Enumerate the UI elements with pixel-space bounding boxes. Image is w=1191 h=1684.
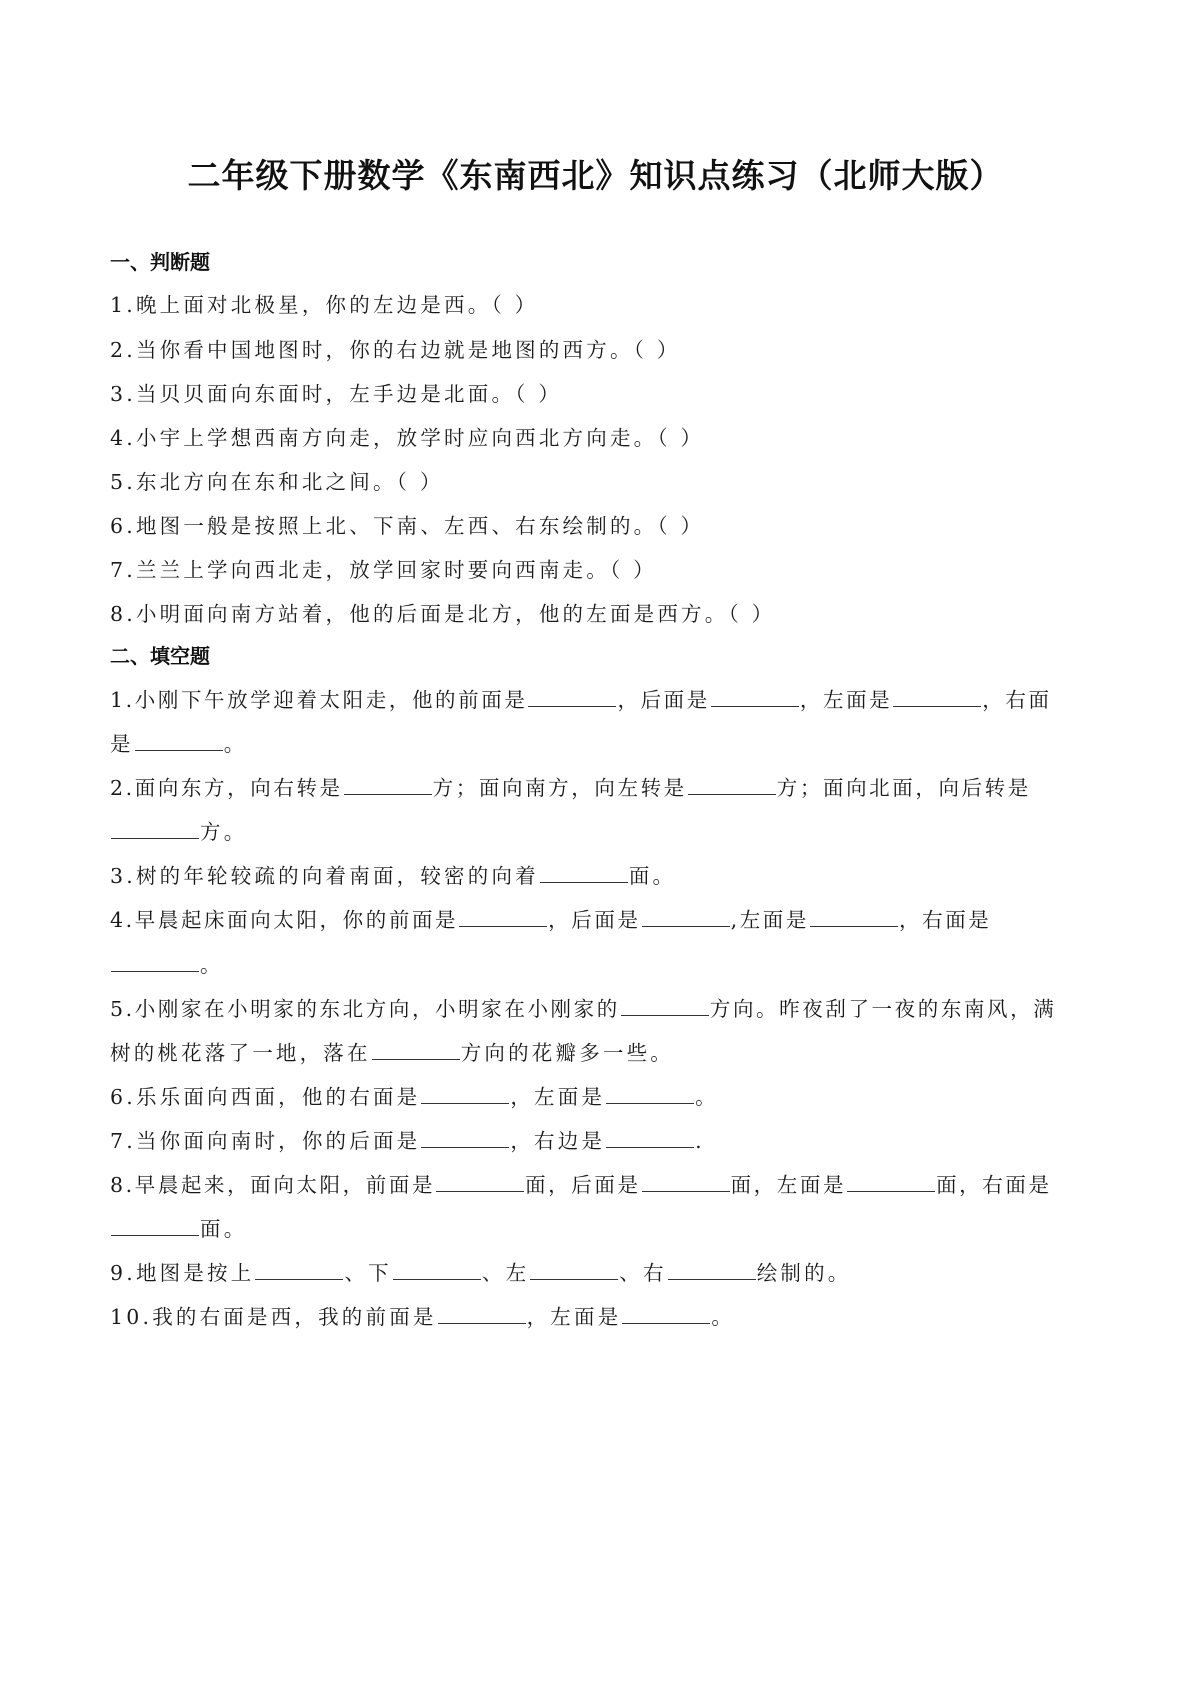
question-text: 7.当你面向南时，你的后面是 <box>110 1129 421 1153</box>
answer-blank[interactable] <box>421 1146 509 1148</box>
answer-blank[interactable] <box>135 749 223 751</box>
fill-question-8-line-1 <box>110 1168 1052 1198</box>
answer-blank[interactable] <box>421 1102 509 1104</box>
question-text: 面。 <box>200 1217 248 1241</box>
question-text: 10.我的右面是西，我的前面是 <box>110 1305 437 1329</box>
question-text: 面。 <box>628 864 677 888</box>
tf-question-7: 7.兰兰上学向西北走，放学回家时要向西南走。（ ） <box>110 558 657 582</box>
fill-question-6-line-1 <box>110 1080 719 1110</box>
question-text: 、右 <box>619 1261 667 1285</box>
fill-question-10-line-1 <box>110 1300 735 1330</box>
answer-blank[interactable] <box>622 1322 710 1324</box>
answer-blank[interactable] <box>528 705 616 707</box>
fill-question-1-line-1 <box>110 683 1052 713</box>
question-text: ，右面 <box>982 688 1052 712</box>
answer-blank[interactable] <box>255 1278 343 1280</box>
question-text: 、左 <box>481 1261 530 1285</box>
answer-blank[interactable] <box>847 1190 935 1192</box>
answer-blank[interactable] <box>711 705 799 707</box>
question-text: 方向的花瓣多一些。 <box>460 1041 675 1065</box>
answer-blank[interactable] <box>540 881 628 883</box>
question-text: 9.地图是按上 <box>110 1261 255 1285</box>
answer-blank[interactable] <box>810 925 898 927</box>
answer-blank[interactable] <box>111 1234 199 1236</box>
question-text: 树的桃花落了一地，落在 <box>110 1041 371 1065</box>
fill-question-2-line-1 <box>110 771 1031 801</box>
question-text: 1.小刚下午放学迎着太阳走，他的前面是 <box>110 688 528 712</box>
question-text: 3.树的年轮较疏的向着南面，较密的向着 <box>110 864 539 888</box>
fill-question-4-line-1 <box>110 903 1005 933</box>
answer-blank[interactable] <box>344 793 432 795</box>
fill-question-2-line-2 <box>110 815 247 845</box>
page-title: 二年级下册数学《东南西北》知识点练习（北师大版） <box>187 156 1004 195</box>
question-text: 4.早晨起床面向太阳，你的前面是 <box>110 908 459 932</box>
question-text: ，左面是 <box>526 1305 622 1329</box>
question-text: 。 <box>711 1305 736 1329</box>
question-text: ,左面是 <box>730 908 809 932</box>
question-text: 方。 <box>200 820 248 844</box>
answer-blank[interactable] <box>111 970 199 972</box>
tf-question-6: 6.地图一般是按照上北、下南、左西、右东绘制的。（ ） <box>110 514 705 538</box>
fill-question-4-line-2 <box>110 948 224 978</box>
fill-question-5-line-2 <box>110 1036 674 1066</box>
question-text: 2.面向东方，向右转是 <box>110 776 343 800</box>
answer-blank[interactable] <box>606 1102 694 1104</box>
question-text: 面，右面是 <box>936 1173 1052 1197</box>
answer-blank[interactable] <box>642 1190 730 1192</box>
answer-blank[interactable] <box>111 837 199 839</box>
tf-question-4: 4.小宇上学想西南方向走，放学时应向西北方向走。（ ） <box>110 426 705 450</box>
answer-blank[interactable] <box>668 1278 756 1280</box>
question-text: 面，左面是 <box>730 1173 847 1197</box>
answer-blank[interactable] <box>642 925 730 927</box>
question-text: ，后面是 <box>548 908 641 932</box>
question-text: ，左面是 <box>799 688 893 712</box>
question-text: 5.小刚家在小明家的东北方向，小明家在小刚家的 <box>110 997 620 1021</box>
question-text: 是 <box>110 732 134 756</box>
answer-blank[interactable] <box>436 1190 524 1192</box>
tf-question-1: 1.晚上面对北极星，你的左边是西。（ ） <box>110 293 539 317</box>
tf-question-8: 8.小明面向南方站着，他的后面是北方，他的左面是西方。（ ） <box>110 602 776 626</box>
fill-question-3-line-1 <box>110 859 676 889</box>
fill-question-9-line-1 <box>110 1256 852 1286</box>
fill-question-8-line-2 <box>110 1212 247 1242</box>
section-heading-true-false: 一、判断题 <box>110 250 210 274</box>
answer-blank[interactable] <box>438 1322 526 1324</box>
answer-blank[interactable] <box>459 925 547 927</box>
answer-blank[interactable] <box>372 1058 460 1060</box>
question-text: ，右边是 <box>510 1129 606 1153</box>
question-text: 面，后面是 <box>525 1173 641 1197</box>
question-text: 8.早晨起来，面向太阳，前面是 <box>110 1173 436 1197</box>
question-text: 方；面向南方，向左转是 <box>432 776 687 800</box>
fill-question-7-line-1 <box>110 1124 705 1154</box>
question-text: 。 <box>200 953 224 977</box>
fill-question-5-line-1 <box>110 992 1057 1022</box>
answer-blank[interactable] <box>393 1278 481 1280</box>
question-text: 。 <box>695 1085 719 1109</box>
tf-question-3: 3.当贝贝面向东面时，左手边是北面。（ ） <box>110 382 563 406</box>
question-text: . <box>695 1129 705 1153</box>
question-text: 、下 <box>344 1261 392 1285</box>
fill-question-1-line-2 <box>110 727 247 757</box>
tf-question-5: 5.东北方向在东和北之间。（ ） <box>110 470 444 494</box>
question-text: 绘制的。 <box>756 1261 852 1285</box>
question-text: 方；面向北面，向后转是 <box>776 776 1031 800</box>
answer-blank[interactable] <box>893 705 981 707</box>
question-text: ，左面是 <box>510 1085 606 1109</box>
section-heading-fill-blank: 二、填空题 <box>110 644 210 668</box>
tf-question-2: 2.当你看中国地图时，你的右边就是地图的西方。（ ） <box>110 338 681 362</box>
question-text: 6.乐乐面向西面，他的右面是 <box>110 1085 421 1109</box>
question-text: 。 <box>223 732 248 756</box>
question-text: ，右面是 <box>899 908 992 932</box>
answer-blank[interactable] <box>530 1278 618 1280</box>
question-text: 方向。昨夜刮了一夜的东南风，满 <box>709 997 1057 1021</box>
question-text: ，后面是 <box>617 688 710 712</box>
answer-blank[interactable] <box>621 1014 709 1016</box>
answer-blank[interactable] <box>606 1146 694 1148</box>
answer-blank[interactable] <box>688 793 776 795</box>
